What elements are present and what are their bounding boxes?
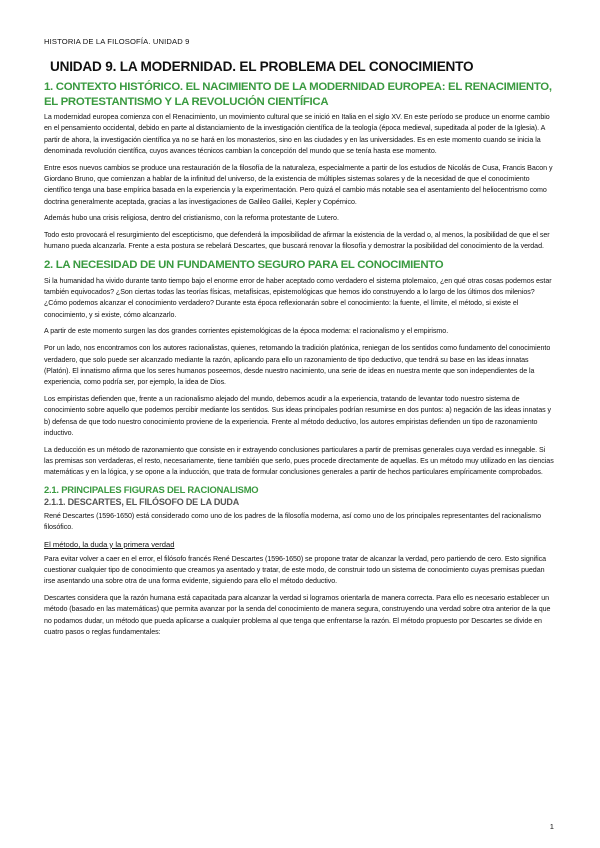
descartes-paragraph-2: Descartes considera que la razón humana está capacitada para alcanzar la verdad si logramos orientarla de manera correcta. Para ello es necesario establecer un método (basado en las matemáticas) que permita avanzar por la senda del conocimiento de manera segura, construyendo una verdad sobre otra anterior de la que no podamos dudar, un método que pueda aplicarse a cualquier problema al que tenga que enfrentarse la razón. El método propuesto por Descartes se divide en cuatro pasos o reglas fundamentales: <box>44 594 551 636</box>
section-2-paragraph-5: La deducción es un método de razonamiento que consiste en ir extrayendo conclusiones particulares a partir de premisas generales cuya verdad es innegable. Si las premisas son verdaderas, el resto, necesariamente, tiene también que serlo, pues procede directamente de aquellas. Es un método muy utilizado en las ciencias matemáticas y en la lógica, y se opone a la inducción, que trata de formular conclusiones generales a partir de hechos particulares empíricamente comprobados. <box>44 445 554 477</box>
section-2-paragraph-1: Si la humanidad ha vivido durante tanto tiempo bajo el enorme error de haber aceptado como verdadero el sistema ptolemaico, ¿en qué otras cosas podemos estar también equivocados? ¿Son ciertas todas las teorías físicas, metafísicas, epistemológicas que hemos ido construyendo a lo largo de los últimos dos milenios? ¿Cómo podemos alcanzar el conocimiento verdadero? Durante esta época reflexionarán sobre el conocimiento: la fuente, el límite, el método, si existe el conocimiento, y si existe, cómo alcanzarlo. <box>44 276 552 319</box>
section-1-heading: 1. CONTEXTO HISTÓRICO. EL NACIMIENTO DE LA MODERNIDAD EUROPEA: EL RENACIMIENTO, EL PROTESTANTISMO Y LA REVOLUCIÓN CIENTÍFICA <box>44 81 552 108</box>
section-2-paragraph-4: Los empiristas defienden que, frente a un racionalismo alejado del mundo, debemos acudir a la experiencia, tratando de levantar todo nuestro sistema de conocimiento sobre aquello que podemos percibir mediante los sentidos. Sus ideas principales podrían resumirse en dos puntos: a) negación de las ideas innatas y b) defensa de que todo nuestro conocimiento proviene de la experiencia. Frente al método deductivo, los autores empiristas defienden un tipo de razonamiento inductivo. <box>44 394 551 437</box>
section-1-paragraph-2: Entre esos nuevos cambios se produce una restauración de la filosofía de la naturaleza, especialmente a partir de los estudios de Nicolás de Cusa, Francis Bacon y Giordano Bruno, que comienzan a hablar de la infinitud del universo, de la existencia de múltiples sistemas solares y de la necesidad de que el conocimiento científico tenga una base empírica basada en la experiencia y la experimentación. Pero quizá el cambio más notable sea el asentamiento del heliocentrismo como doctrina generalmente aceptada, gracias a las investigaciones de Galileo Galilei, Kepler y Copérnico. <box>44 163 553 206</box>
page-content <box>44 58 556 644</box>
method-underlined-heading: El método, la duda y la primera verdad <box>44 539 175 549</box>
section-1-paragraph-3: Además hubo una crisis religiosa, dentro del cristianismo, con la reforma protestante de Lutero. <box>44 214 339 223</box>
section-1-paragraph-4: Todo esto provocará el resurgimiento del escepticismo, que defenderá la imposibilidad de afirmar la existencia de la verdad o, al menos, la posibilidad de que el ser humano pueda alcanzarla. Frente a esta postura se rebelará Descartes, que buscará renovar la filosofía y demostrar la posibilidad del conocimiento de la verdad. <box>44 231 550 251</box>
descartes-paragraph-1: Para evitar volver a caer en el error, el filósofo francés René Descartes (1596-1650) se propone tratar de alcanzar la verdad, pero partiendo de cero. Esto significa cuestionar cualquier tipo de conocimiento que creamos ya asentado y tratar, de este modo, de construir todo un sistema de conocimiento cuyas premisas puedan irse asentando una sobre otra de una forma evidente, siguiendo para ello el método deductivo. <box>44 554 546 586</box>
section-1-paragraph-1: La modernidad europea comienza con el Renacimiento, un movimiento cultural que se inició en Italia en el siglo XV. En este período se produce un enorme cambio en el pensamiento occidental, debido en parte al distanciamiento de la investigación científica de la teología (época medieval, supeditada al poder de la Iglesia). A partir de ahora, la investigación científica ya no se hará en los monasterios, sino en las ciudades y en las universidades. Es en este momento cuando se inicia la denominada revolución científica, cuyos avances técnicos cambian la concepción del mundo que se tenía hasta ese momento. <box>44 113 550 155</box>
page-number: 1 <box>549 822 554 831</box>
subsection-2-1-heading: 2.1. PRINCIPALES FIGURAS DEL RACIONALISMO <box>44 484 259 496</box>
section-2-paragraph-3: Por un lado, nos encontramos con los autores racionalistas, quienes, retomando la tradición platónica, reniegan de los sentidos como fundamento del conocimiento verdadero, que solo puede ser alcanzado mediante la razón, aplicando para ello un razonamiento de tipo deductivo, que tendrá su base en las ideas innatas (Platón). El innatismo afirma que los seres humanos poseemos, desde nuestro nacimiento, una serie de ideas en nuestra mente que son independientes de la experiencia, como podría ser, por ejemplo, la idea de Dios. <box>44 344 551 387</box>
subsection-2-1-1-heading: 2.1.1. DESCARTES, EL FILÓSOFO DE LA DUDA <box>44 497 240 508</box>
descartes-intro-paragraph: René Descartes (1596-1650) está considerado como uno de los padres de la filosofía moderna, así como uno de los principales representantes del racionalismo filosófico. <box>44 511 541 531</box>
section-2-paragraph-2: A partir de este momento surgen las dos grandes corrientes epistemológicas de la época moderna: el racionalismo y el empirismo. <box>44 327 449 336</box>
running-header: HISTORIA DE LA FILOSOFÍA. UNIDAD 9 <box>44 37 190 46</box>
section-2-heading: 2. LA NECESIDAD DE UN FUNDAMENTO SEGURO PARA EL CONOCIMIENTO <box>44 259 444 272</box>
unit-title: UNIDAD 9. LA MODERNIDAD. EL PROBLEMA DEL CONOCIMIENTO <box>50 59 474 74</box>
